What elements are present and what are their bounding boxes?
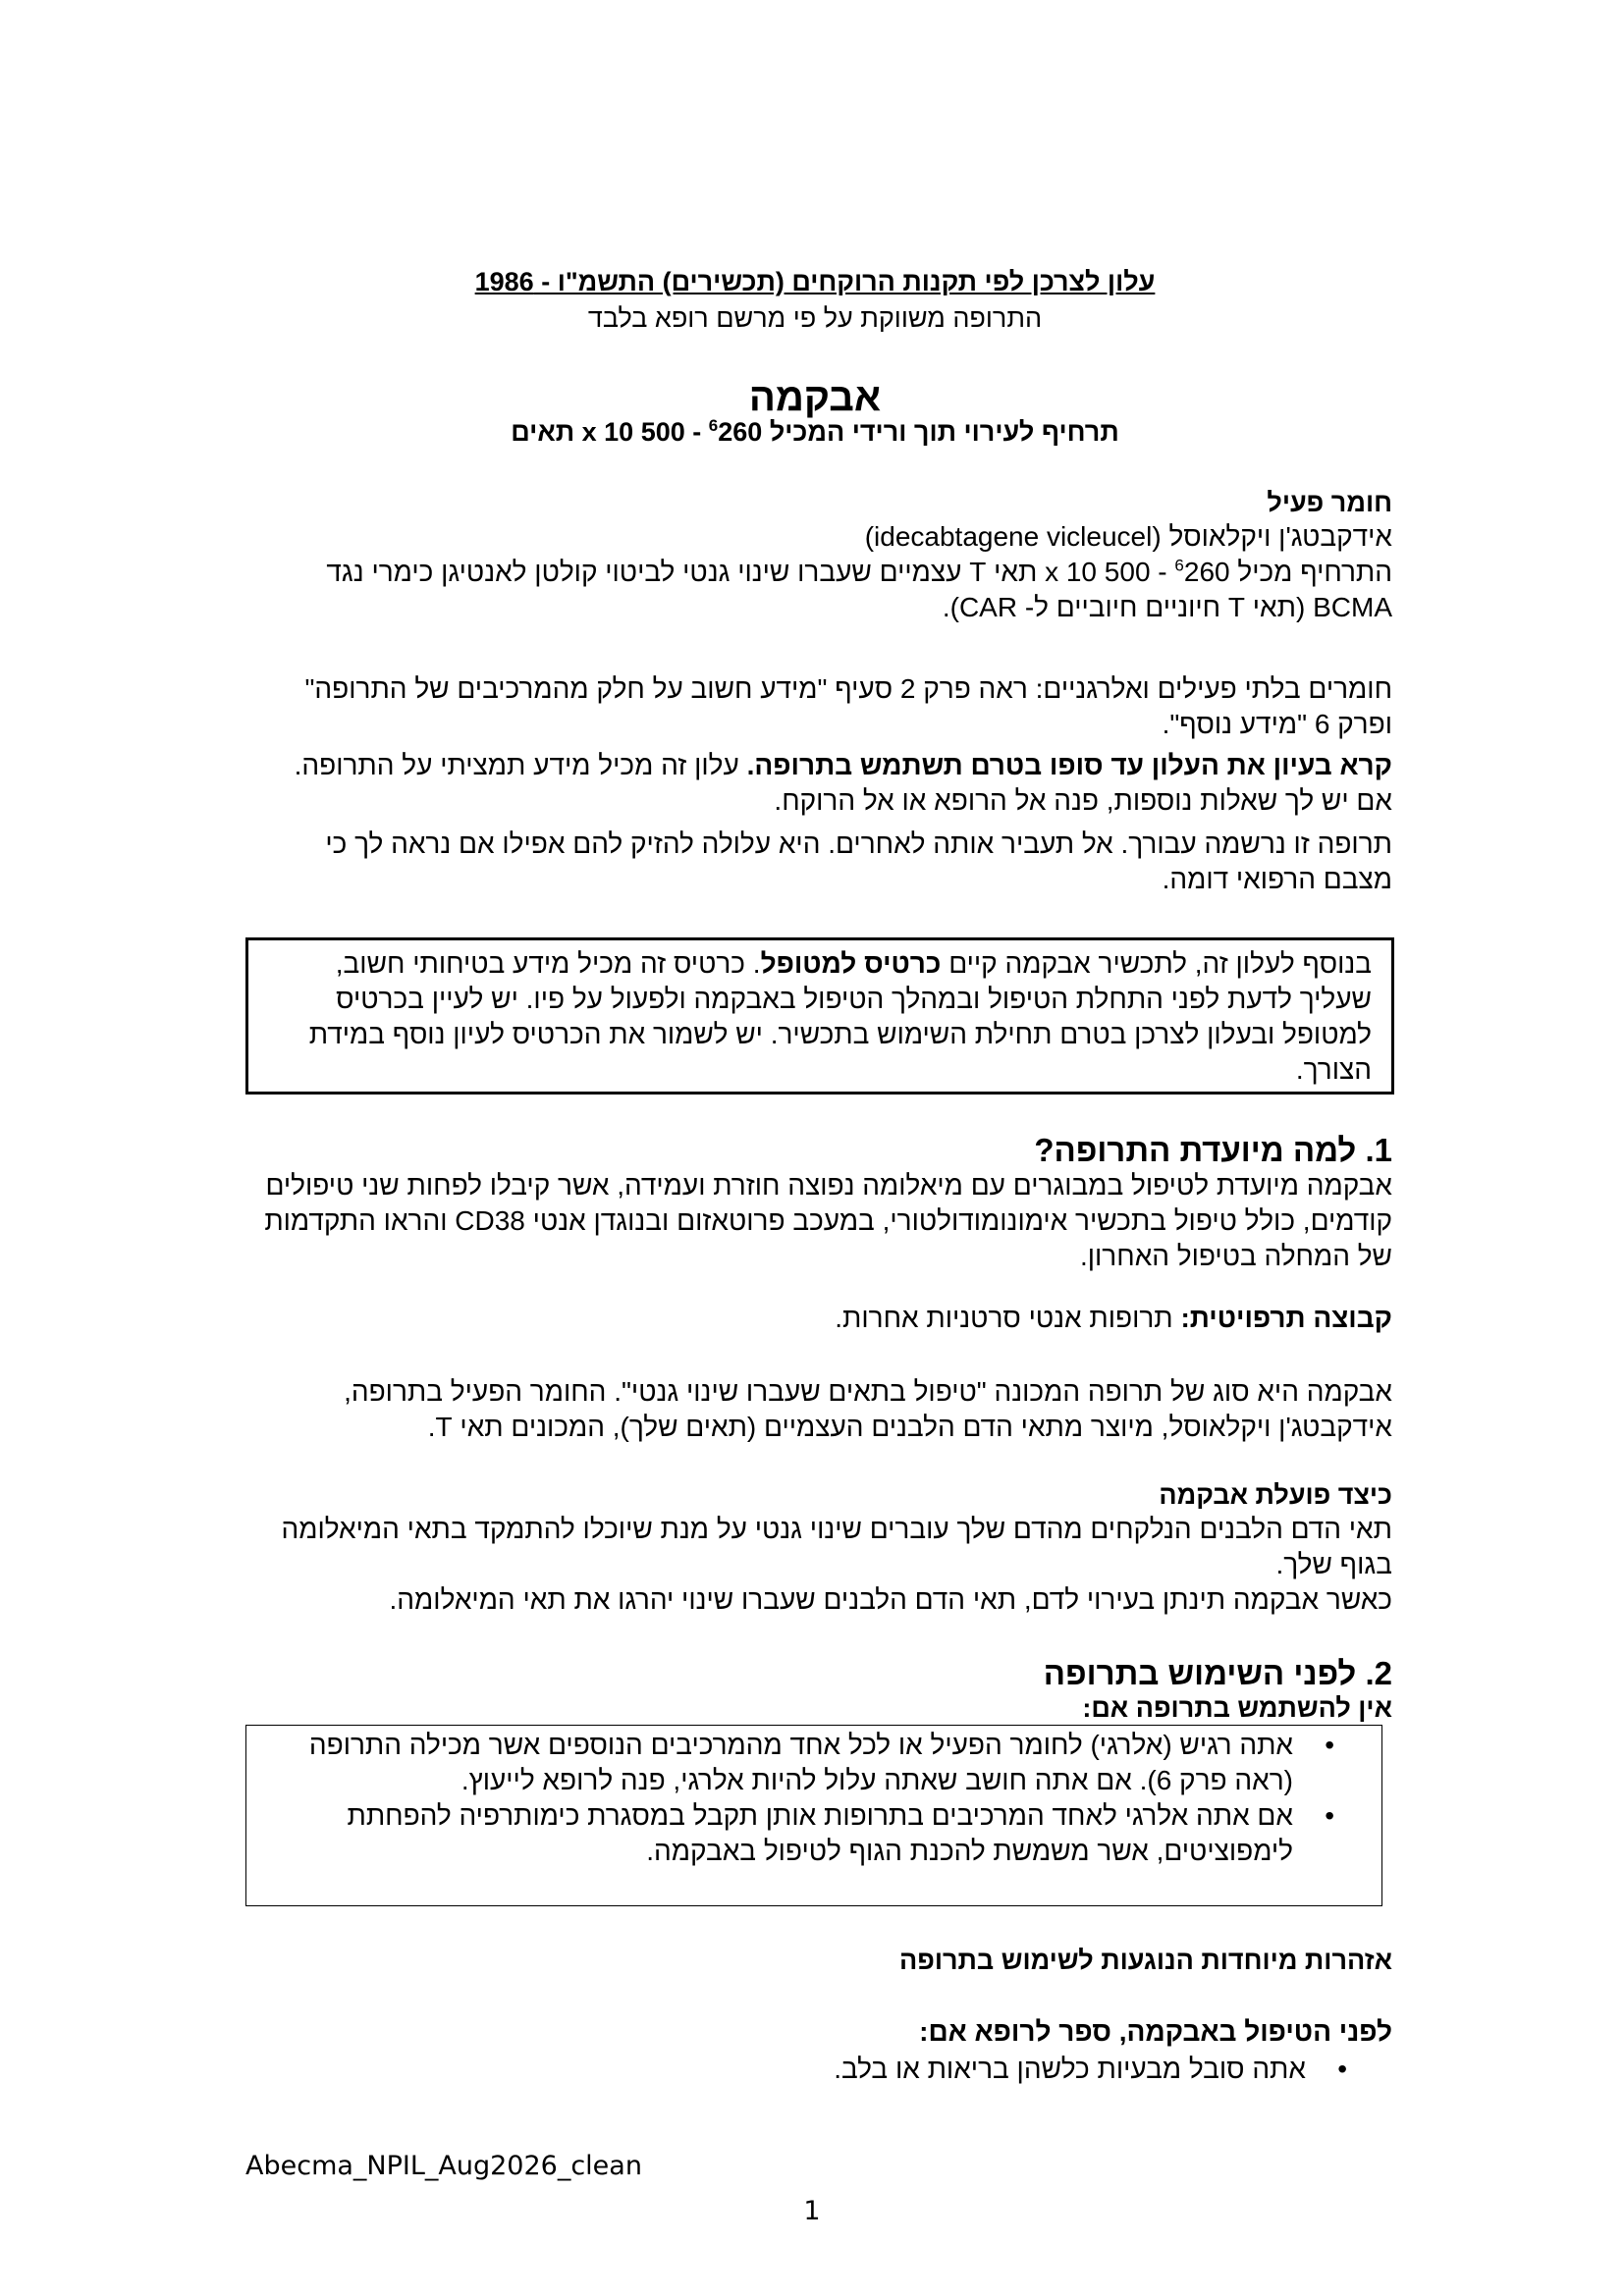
product-form-exponent: 6 — [708, 416, 719, 435]
product-name: אבקמה — [748, 376, 882, 419]
special-warnings-heading: אזהרות מיוחדות הנוגעות לשימוש בתרופה — [899, 1946, 1392, 1975]
patient-card-text — [276, 946, 1372, 1088]
section-1-heading: 1. למה מיועדת התרופה? — [1034, 1132, 1392, 1168]
treatment-type-description: אבקמה היא סוג של תרופה המכונה "טיפול בתאים שעברו שינוי גנטי". החומר הפעיל בתרופה, אידקבטג'ן ויקלאוסל, מיוצר מתאי הדם הלבנים העצמיים (תאים שלך), המכונים תאי T. — [344, 1376, 1392, 1442]
do-not-use-heading: אין להשתמש בתרופה אם: — [1082, 1693, 1392, 1723]
document-code: Abecma_NPIL_Aug2026_clean — [245, 2151, 642, 2181]
how-it-works-heading: כיצד פועלת אבקמה — [1159, 1480, 1392, 1510]
before-treatment-list — [245, 2052, 1365, 2087]
product-form-dose: 260 - 500 x 10 תאים — [511, 417, 763, 447]
active-ingredient-name: אידקבטג'ן ויקלאוסל (idecabtagene vicleucel) — [864, 521, 1392, 552]
therapeutic-group — [245, 1301, 1392, 1336]
read-leaflet-bold: קרא בעיון את העלון עד סופו בטרם תשתמש בתרופה. — [746, 750, 1392, 780]
contraindications-list — [276, 1728, 1352, 1869]
product-form — [245, 415, 1384, 450]
page-number: 1 — [803, 2196, 821, 2226]
active-ingredient-composition — [265, 555, 1392, 625]
list-item: • אתה סובל מבעיות כלשהן בריאות או בלב. — [245, 2052, 1365, 2087]
patient-card-bold: כרטיס למטופל — [760, 948, 942, 979]
leaflet-regulation-title: עלון לצרכן לפי תקנות הרוקחים (תכשירים) התשמ"ו - 1986 — [474, 267, 1156, 296]
active-ingredient-heading: חומר פעיל — [1267, 488, 1392, 517]
patient-card-box — [245, 937, 1394, 1095]
how-it-works-p1: תאי הדם הלבנים הנלקחים מהדם שלך עוברים שינוי גנטי על מנת שיוכלו להתמקד בתאי המיאלומה בגוף שלך. — [281, 1514, 1392, 1579]
before-treatment-heading: לפני הטיפול באבקמה, ספר לרופא אם: — [919, 2016, 1392, 2047]
contraindications-box — [245, 1725, 1382, 1906]
read-leaflet-rest: עלון זה מכיל מידע תמציתי על התרופה. אם יש לך שאלות נוספות, פנה אל הרופא או אל הרוקח. — [294, 750, 1392, 816]
composition-detail: 260 - 500 x 10 תאי T עצמיים שעברו שינוי גנטי לביטוי קולטן לאנטיגן כימרי נגד BCMA (תאי T חיוניים חיוביים ל- CAR). — [326, 557, 1392, 622]
list-item: • אם אתה אלרגי לאחד המרכיבים בתרופות אותן תקבל במסגרת כימותרפיה להפחתת לימפוציטים, אשר משמשת להכנת הגוף לטיפול באבקמה. — [276, 1798, 1352, 1869]
list-item: • אתה רגיש (אלרגי) לחומר הפעיל או לכל אחד מהמרכיבים הנוספים אשר מכילה התרופה (ראה פרק 6). אם אתה חושב שאתה עלול להיות אלרגי, פנה לרופא לייעוץ. — [276, 1728, 1352, 1798]
patient-card-post: . כרטיס זה מכיל מידע בטיחותי חשוב, שעליך לדעת לפני התחלת הטיפול ובמהלך הטיפול באבקמה ולפעול על פיו. יש לעיין בכרטיס למטופל ובעלון לצרכן בטרם תחילת השימוש בתכשיר. יש לשמור את הכרטיס לעיון נוסף במידת הצורך. — [308, 948, 1372, 1085]
section-2-heading: 2. לפני השימוש בתרופה — [1043, 1655, 1392, 1691]
inactive-ingredients-note: חומרים בלתי פעילים ואלרגניים: ראה פרק 2 סעיף "מידע חשוב על חלק מהמרכיבים של התרופה" ופרק 6 "מידע נוסף". — [304, 673, 1392, 739]
product-form-text: תרחיף לעירוי תוך ורידי המכיל — [762, 417, 1119, 447]
section-1-indication: אבקמה מיועדת לטיפול במבוגרים עם מיאלומה נפוצה חוזרת ועמידה, אשר קיבלו לפחות שני טיפולים קודמים, כולל טיפול בתכשיר אימונומודולטורי, במעכב פרוטאזום ובנוגדן אנטי CD38 והראו התקדמות של המחלה בטיפול האחרון. — [264, 1170, 1392, 1271]
therapeutic-group-value: תרופות אנטי סרטניות אחרות. — [835, 1303, 1181, 1333]
prescription-note: התרופה משווקת על פי מרשם רופא בלבד — [587, 303, 1043, 333]
therapeutic-group-label: קבוצה תרפויטית: — [1180, 1303, 1392, 1333]
personal-use-note: תרופה זו נרשמה עבורך. אל תעביר אותה לאחרים. היא עלולה להזיק להם אפילו אם נראה לך כי מצבם הרפואי דומה. — [325, 828, 1392, 894]
composition-exponent: 6 — [1174, 556, 1184, 575]
how-it-works-p2: כאשר אבקמה תינתן בעירוי לדם, תאי הדם הלבנים שעברו שינוי יהרגו את תאי המיאלומה. — [389, 1584, 1392, 1615]
read-leaflet-note — [265, 748, 1392, 819]
patient-card-pre: בנוסף לעלון זה, לתכשיר אבקמה קיים — [941, 948, 1372, 979]
composition-text: התרחיף מכיל — [1229, 557, 1392, 587]
